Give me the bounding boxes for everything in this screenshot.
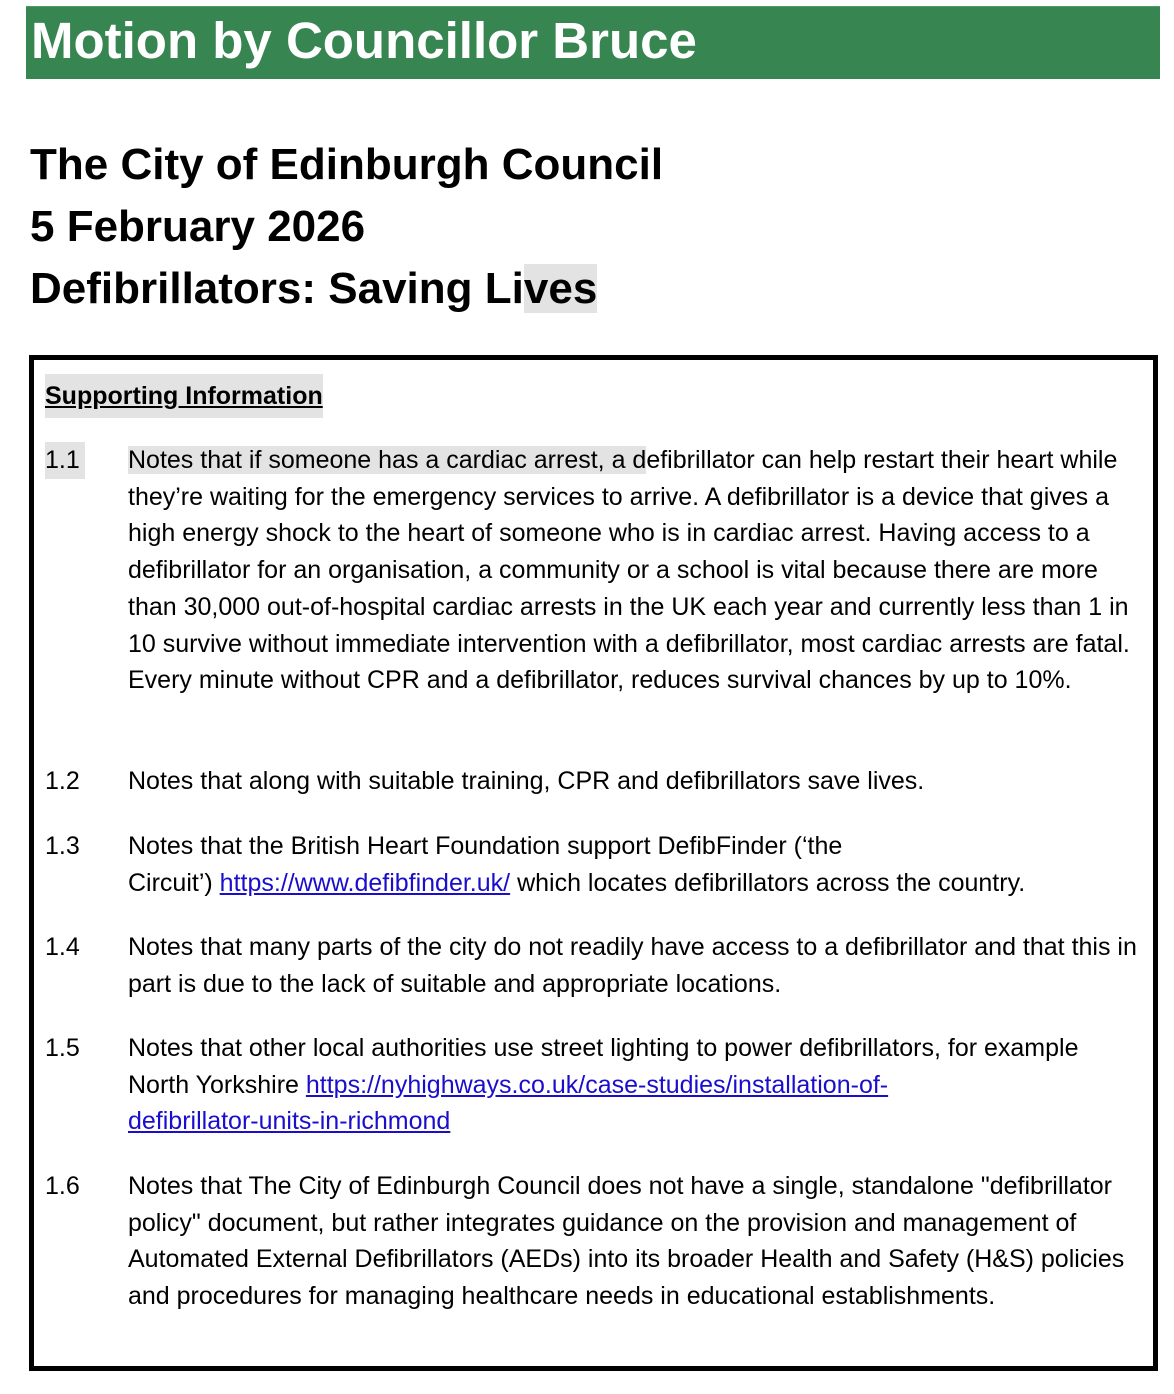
paragraph-number: 1.1 bbox=[45, 442, 85, 479]
supporting-information-box bbox=[29, 355, 1158, 1371]
paragraph-number: 1.3 bbox=[45, 832, 80, 860]
document-heading bbox=[30, 134, 663, 320]
motion-title: Motion by Councillor Bruce bbox=[31, 12, 697, 69]
motion-subject-text: Defibrillators: Saving Li bbox=[30, 264, 524, 313]
motion-subject-highlight: ves bbox=[523, 264, 598, 313]
paragraph-number: 1.2 bbox=[45, 767, 80, 795]
paragraph-number: 1.4 bbox=[45, 933, 80, 961]
paragraph-line: Notes that the British Heart Foundation support DefibFinder (‘the bbox=[128, 832, 843, 860]
motion-subject bbox=[30, 258, 663, 320]
paragraph-line bbox=[128, 865, 1145, 902]
paragraph-text bbox=[128, 1030, 1145, 1140]
link-line-2: defibrillator-units-in-richmond bbox=[128, 1107, 451, 1136]
section-heading: Supporting Information bbox=[45, 374, 323, 418]
meeting-date: 5 February 2026 bbox=[30, 202, 366, 251]
paragraph-number: 1.6 bbox=[45, 1172, 80, 1200]
paragraph-text: Notes that many parts of the city do not readily have access to a defibrillator and that this in part is due to the lack of suitable and appropriate locations. bbox=[128, 933, 1137, 998]
highlighted-text: Notes that if someone has a cardiac arrest, a d bbox=[128, 446, 647, 474]
text-before-link: Notes that other local authorities use street lighting to power defibrillators, for example North Yorkshire bbox=[128, 1034, 1079, 1099]
paragraph-text bbox=[128, 828, 1145, 901]
organisation-name: The City of Edinburgh Council bbox=[30, 140, 664, 189]
link-line-1: https://nyhighways.co.uk/case-studies/installation-of- bbox=[305, 1070, 889, 1099]
defibfinder-link[interactable]: https://www.defibfinder.uk/ bbox=[219, 868, 511, 897]
paragraph-number: 1.5 bbox=[45, 1034, 80, 1062]
paragraph-text bbox=[128, 442, 1145, 699]
title-banner bbox=[26, 6, 1160, 79]
paragraph-text: Notes that along with suitable training, CPR and defibrillators save lives. bbox=[128, 767, 925, 795]
text-after-link: which locates defibrillators across the country. bbox=[517, 868, 1026, 897]
paragraph-body: efibrillator can help restart their heart while they’re waiting for the emergency services to arrive. A defibrillator is a device that gives a high energy shock to the heart of someone who is in cardiac arrest. Having access to a defibrillator for an organisation, a community or a school is vital because there are more than 30,000 out-of-hospital cardiac arrests in the UK each year and currently less than 1 in 10 survive without immediate intervention with a defibrillator, most cardiac arrests are fatal. Every minute without CPR and a defibrillator, reduces survival chances by up to 10%. bbox=[128, 446, 1130, 695]
text-before-link: Circuit’) bbox=[128, 868, 213, 897]
paragraph-text: Notes that The City of Edinburgh Council does not have a single, standalone "defibrillator policy" document, but rather integrates guidance on the provision and management of Automated External Defibrillators (AEDs) into its broader Health and Safety (H&S) policies and procedures for managing healthcare needs in educational establishments. bbox=[128, 1172, 1125, 1311]
